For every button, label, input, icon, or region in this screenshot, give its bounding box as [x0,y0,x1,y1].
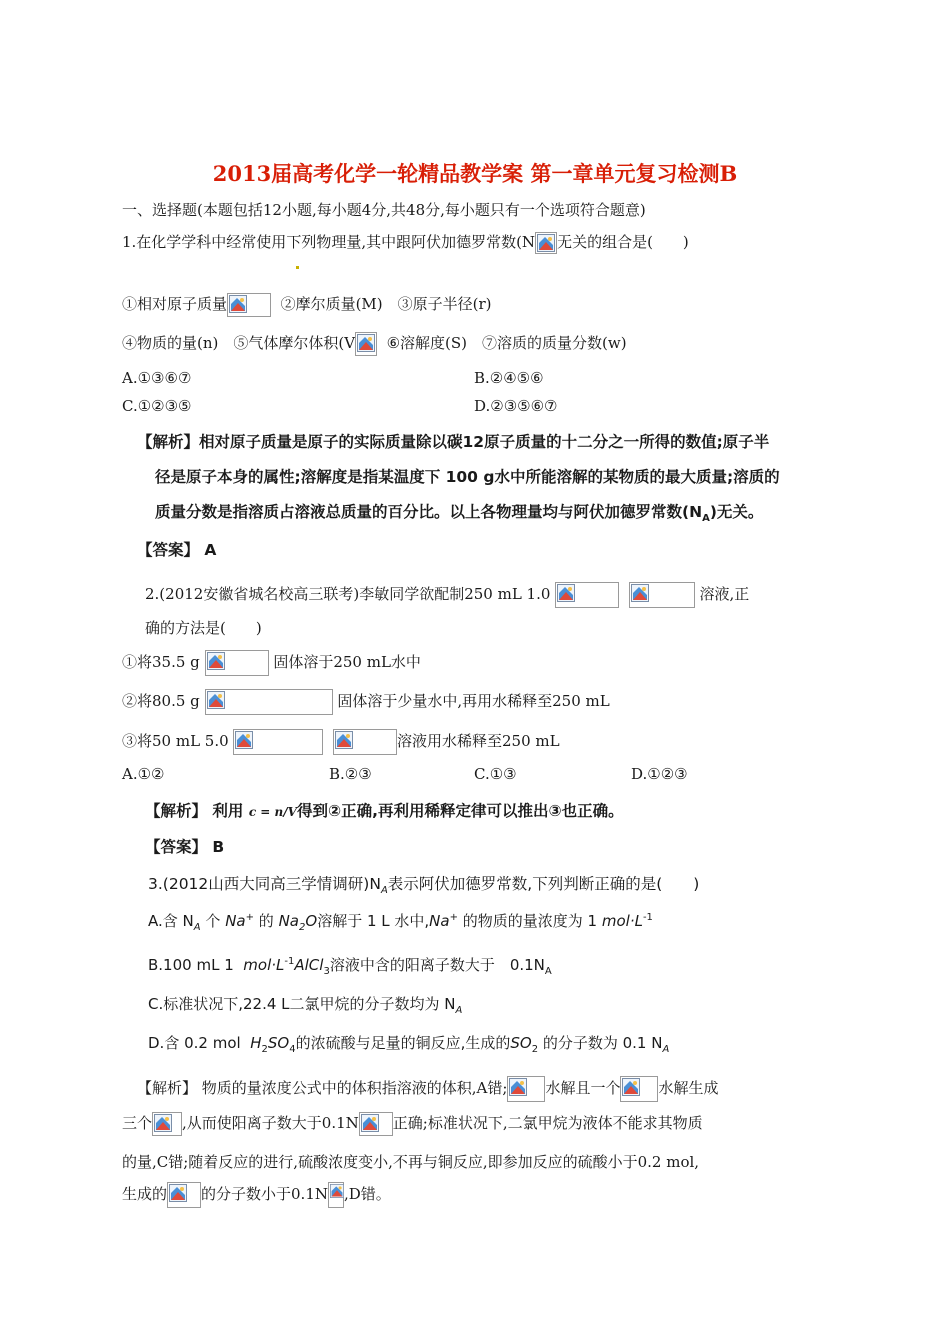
q1-option-a: A.①③⑥⑦ [122,369,192,387]
page-title: 2013届高考化学一轮精品教学案 第一章单元复习检测B [212,161,738,186]
broken-image-icon [205,689,333,715]
q3-option-text: 的分子数为 0.1 N [542,1034,663,1052]
broken-image-icon [555,582,619,608]
q1-item-text: ④物质的量(n) ⑤气体摩尔体积(V [122,334,356,352]
q2-option-a: A.①② [122,765,165,783]
q3-option-text: 的 [258,912,274,930]
q2-analysis-text: 得到②正确,再利用稀释定律可以推出③也正确。 [296,802,624,820]
q3-option-text: 个 [205,912,221,930]
q2-item-text: 溶液用水稀释至250 mL [397,732,560,750]
q3-analysis-text: ,从而使阳离子数大于0.1N [182,1114,359,1132]
q1-item-text: ②摩尔质量(M) ③原子半径(r) [280,295,492,313]
subscript: A [380,885,388,897]
q1-stem-text-a: 1.在化学学科中经常使用下列物理量,其中跟阿伏加德罗常数(N [122,233,536,251]
broken-image-icon [535,232,557,254]
q3-analysis-text: 正确;标准状况下,二氯甲烷为液体不能求其物质 [392,1114,703,1132]
q3-option-text: 的浓硫酸与足量的铜反应,生成的 [295,1034,511,1052]
q3-analysis-line-1 [137,1076,718,1102]
na2o-formula: Na [278,912,299,930]
q3-analysis-text: 水解且一个 [545,1079,621,1097]
q1-item-text: ①相对原子质量 [122,295,228,313]
broken-image-icon [507,1076,545,1102]
q3-option-d: D.含 0.2 mol $H_2SO_4$的浓硫酸与足量的铜反应,生成的$SO_2$ 的分子数为 0.1 $N_A$ [148,1034,670,1055]
q3-option-text: 溶液中含的阳离子数大于 0.1N [329,956,545,974]
q3-analysis-text: ,D错。 [344,1185,391,1203]
broken-image-icon [205,650,269,676]
q1-stem-text-b: 无关的组合是( ) [557,233,689,251]
q3-option-text: 的物质的量浓度为 1 [462,912,598,930]
q1-option-b: B.②④⑤⑥ [474,369,544,387]
q3-stem [148,872,699,896]
q3-analysis-text: 【解析】 物质的量浓度公式中的体积指溶液的体积,A错; [137,1079,508,1097]
broken-image-icon [227,293,271,317]
q3-option-text: D.含 0.2 mol [148,1034,241,1052]
h2so4-formula: H [250,1034,262,1052]
unit-mol-l: mol·L [601,912,643,930]
q3-analysis-line-3: 的量,C错;随着反应的进行,硫酸浓度变小,不再与铜反应,即参加反应的硫酸小于0.2 mol, [122,1153,700,1171]
q3-analysis-text: 三个 [122,1114,153,1132]
q2-item-text: ①将35.5 g [122,653,200,671]
q3-analysis-text: 水解生成 [658,1079,719,1097]
q1-answer: 【答案】 A [137,541,217,559]
so2-formula: SO [510,1034,532,1052]
q2-option-d: D.①②③ [631,765,688,783]
broken-image-icon [629,582,695,608]
q2-analysis-text: 【解析】 利用 [145,802,244,820]
broken-image-icon [152,1112,182,1136]
subscript: A [702,513,710,525]
q2-item-text: 固体溶于250 mL水中 [273,653,421,671]
q2-analysis [145,799,624,821]
unit-mol-l: mol·L [243,956,285,974]
q3-option-text: 溶解于 1 L 水中, [317,912,430,930]
q2-item-text: ③将50 mL 5.0 [122,732,229,750]
q3-analysis-line-4 [122,1182,391,1208]
broken-image-icon [333,729,397,755]
q1-option-c: C.①②③⑤ [122,397,192,415]
q1-stem [122,231,689,254]
q3-option-a: A.含 $N_A$ 个 Na+ 的 $Na_2O$溶解于 1 L 水中,Na+ 的物质的量浓度为 1 $mol\cdot L^{-1}$ [148,912,653,933]
q2-stem-text: 2.(2012安徽省城名校高三联考)李敏同学欲配制250 mL 1.0 [145,585,551,603]
q3-stem-text: 3.(2012山西大同高三学情调研)N [148,875,381,893]
q1-analysis-line-2: 径是原子本身的属性;溶解度是指某温度下 100 g水中所能溶解的某物质的最大质量;溶质的 [155,468,780,486]
q1-items-1 [122,293,492,317]
q2-stem-cont: 确的方法是( ) [145,619,262,637]
section-heading: 一、选择题(本题包括12小题,每小题4分,共48分,每小题只有一个选项符合题意) [122,201,646,219]
q2-option-b: B.②③ [329,765,372,783]
q2-item-text: ②将80.5 g [122,692,200,710]
q3-option-text: B.100 mL 1 [148,956,234,974]
q3-analysis-line-2 [122,1112,703,1136]
q1-option-d: D.②③⑤⑥⑦ [474,397,558,415]
q3-stem-text: 表示阿伏加德罗常数,下列判断正确的是( ) [387,875,700,893]
q2-item-2 [122,689,610,715]
q2-item-1 [122,650,421,676]
q1-items-2 [122,332,627,356]
q2-option-c: C.①③ [474,765,517,783]
q2-answer: 【答案】 B [145,838,225,856]
q3-option-text: C.标准状况下,22.4 L二氯甲烷的分子数均为 N [148,995,456,1013]
q1-analysis-text: 质量分数是指溶质占溶液总质量的百分比。以上各物理量均与阿伏加德罗常数(N [155,503,703,521]
q1-item-text: ⑥溶解度(S) ⑦溶质的质量分数(w) [386,334,627,352]
na-ion: Na [225,912,246,930]
q2-item-text: 固体溶于少量水中,再用水稀释至250 mL [337,692,610,710]
dot-mark [296,266,299,269]
q3-option-text: A.含 N [148,912,194,930]
q3-option-b: B.100 mL 1 $mol\cdot L^{-1}AlCl_3$溶液中含的阳离子数大于 $0.1N_A$ [148,956,552,977]
broken-image-icon [620,1076,658,1102]
q3-analysis-text: 的分子数小于0.1N [201,1185,328,1203]
q1-analysis-text: )无关。 [709,503,764,521]
alcl3-formula: AlCl [294,956,324,974]
broken-image-icon [328,1182,344,1208]
q2-stem [145,582,749,608]
q1-analysis-line-3 [155,500,763,524]
q3-analysis-text: 生成的 [122,1185,168,1203]
formula-c-n-v: c = n/V [248,805,297,819]
broken-image-icon [355,332,377,356]
broken-image-icon [233,729,323,755]
q1-analysis-line-1: 【解析】相对原子质量是原子的实际质量除以碳12原子质量的十二分之一所得的数值;原子半 [137,433,770,451]
q2-item-3 [122,729,560,755]
broken-image-icon [167,1182,201,1208]
broken-image-icon [359,1112,393,1136]
q2-stem-text: 溶液,正 [699,585,750,603]
q3-option-c: C.标准状况下,22.4 L二氯甲烷的分子数均为 $N_A$ [148,995,463,1016]
